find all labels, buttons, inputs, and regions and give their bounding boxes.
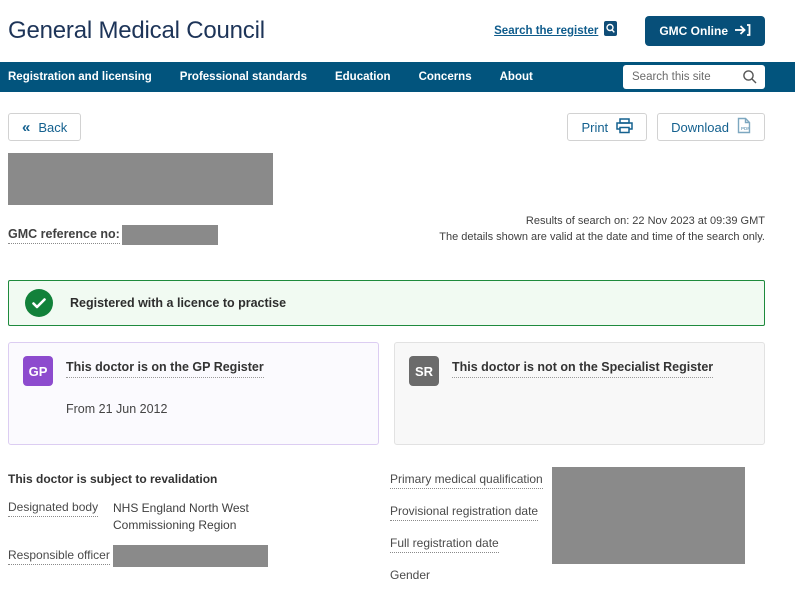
search-results-timestamp: Results of search on: 22 Nov 2023 at 09:39 GMT bbox=[525, 215, 765, 227]
primary-navigation bbox=[0, 62, 795, 92]
header-actions bbox=[494, 16, 765, 46]
nav-items bbox=[8, 71, 533, 83]
nav-item-concerns[interactable]: Concerns bbox=[418, 71, 472, 83]
registration-status-banner bbox=[8, 280, 765, 326]
designated-body-label[interactable]: Designated body bbox=[8, 500, 98, 517]
site-search bbox=[623, 65, 765, 89]
login-arrow-icon bbox=[735, 24, 751, 39]
reference-and-search-meta bbox=[8, 213, 765, 245]
gmc-logo: General Medical Council bbox=[8, 17, 265, 44]
search-register-label: Search the register bbox=[494, 25, 599, 37]
responsible-officer-label[interactable]: Responsible officer bbox=[8, 548, 110, 565]
register-cards bbox=[8, 342, 765, 445]
toolbar bbox=[8, 113, 765, 141]
gmc-online-button[interactable] bbox=[645, 16, 765, 46]
nav-item-education[interactable]: Education bbox=[334, 71, 391, 83]
register-document-search-icon bbox=[604, 21, 617, 41]
specialist-register-title[interactable]: This doctor is not on the Specialist Register bbox=[452, 360, 713, 378]
responsible-officer-row bbox=[8, 548, 390, 567]
nav-item-professional-standards[interactable]: Professional standards bbox=[179, 71, 307, 83]
responsible-officer-label-wrap bbox=[8, 548, 113, 562]
revalidation-section bbox=[8, 472, 390, 594]
gender-label: Gender bbox=[390, 568, 431, 582]
download-button[interactable] bbox=[657, 113, 765, 141]
register-result-page bbox=[0, 113, 795, 594]
download-label: Download bbox=[671, 119, 729, 135]
registration-details-section bbox=[390, 472, 765, 594]
gp-register-title[interactable]: This doctor is on the GP Register bbox=[66, 360, 264, 378]
full-registration-date-label[interactable]: Full registration date bbox=[390, 536, 499, 553]
nav-item-about[interactable]: About bbox=[499, 71, 533, 83]
gender-row bbox=[390, 568, 552, 582]
provisional-registration-date-row bbox=[390, 504, 552, 521]
gmc-online-label: GMC Online bbox=[659, 24, 728, 38]
designated-body-row bbox=[8, 500, 390, 534]
gmc-reference-label[interactable]: GMC reference no: bbox=[8, 227, 120, 244]
search-validity-note: The details shown are valid at the date and time of the search only. bbox=[439, 231, 765, 243]
back-button[interactable] bbox=[8, 113, 81, 141]
registration-detail-labels bbox=[390, 472, 552, 594]
revalidation-heading: This doctor is subject to revalidation bbox=[8, 472, 218, 486]
sr-badge: SR bbox=[409, 356, 439, 386]
redacted-doctor-name bbox=[8, 153, 273, 205]
specialist-register-card bbox=[394, 342, 765, 445]
search-register-link[interactable] bbox=[494, 21, 617, 41]
primary-medical-qualification-label[interactable]: Primary medical qualification bbox=[390, 472, 543, 489]
gmc-reference bbox=[8, 225, 218, 245]
site-header bbox=[0, 0, 795, 62]
nav-item-registration-and-licensing[interactable]: Registration and licensing bbox=[8, 71, 152, 83]
designated-body-label-wrap bbox=[8, 500, 113, 514]
gp-badge: GP bbox=[23, 356, 53, 386]
back-chevrons-icon: « bbox=[22, 118, 31, 136]
sr-card-header bbox=[409, 356, 750, 386]
primary-medical-qualification-row bbox=[390, 472, 552, 489]
redacted-responsible-officer bbox=[113, 545, 268, 567]
search-icon bbox=[742, 69, 758, 90]
provisional-registration-date-label[interactable]: Provisional registration date bbox=[390, 504, 538, 521]
doctor-details bbox=[8, 472, 765, 594]
registration-status-text: Registered with a licence to practise bbox=[70, 296, 287, 310]
redacted-gmc-reference-number bbox=[122, 225, 218, 245]
toolbar-right bbox=[567, 113, 765, 141]
designated-body-value: NHS England North West Commissioning Region bbox=[113, 501, 249, 532]
redacted-registration-details bbox=[552, 467, 745, 564]
gp-register-card bbox=[8, 342, 379, 445]
gp-card-header bbox=[23, 356, 364, 386]
check-icon bbox=[25, 289, 53, 317]
gp-register-from-date: From 21 Jun 2012 bbox=[66, 402, 168, 416]
back-label: Back bbox=[38, 119, 68, 135]
print-label: Print bbox=[581, 119, 609, 135]
full-registration-date-row bbox=[390, 536, 552, 553]
printer-icon bbox=[616, 118, 633, 137]
pdf-download-icon bbox=[737, 117, 751, 137]
print-button[interactable] bbox=[567, 113, 647, 141]
svg-text:PDF: PDF bbox=[741, 126, 750, 131]
search-meta bbox=[439, 213, 765, 245]
